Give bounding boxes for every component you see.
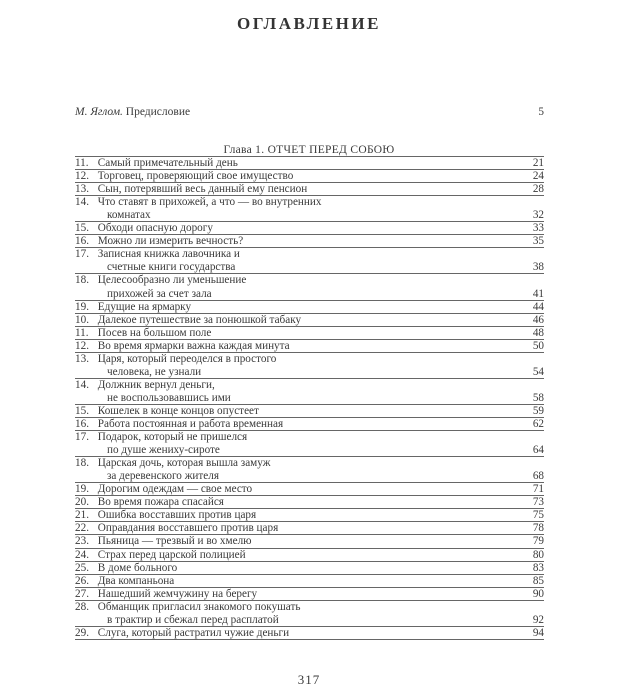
- page-title: ОГЛАВЛЕНИЕ: [237, 14, 381, 33]
- toc-entry-line: [75, 274, 545, 287]
- entry-number: 29.: [75, 626, 89, 639]
- entry-page: 58: [532, 391, 544, 404]
- toc-entry-line: [75, 183, 545, 196]
- preface-text: Предисловие: [125, 106, 191, 118]
- toc-entry-line: [75, 170, 545, 183]
- entry-number: 26.: [75, 574, 89, 587]
- toc-entry-line: [75, 483, 545, 496]
- entry-title: Что ставят в прихожей, а что — во внутренних: [95, 196, 322, 209]
- entry-page: 78: [532, 522, 544, 535]
- entry-number: 12.: [75, 170, 89, 183]
- entry-number: 14.: [75, 196, 89, 209]
- entry-title: Едущие на ярмарку: [95, 300, 192, 313]
- toc-entry-line: [75, 235, 545, 248]
- entry-page: 90: [532, 587, 544, 600]
- entry-title: Дорогим одеждам — свое место: [95, 483, 253, 496]
- toc-entry-line: [75, 509, 545, 522]
- entry-title-continuation: в трактир и сбежал перед расплатой: [107, 613, 279, 626]
- entry-page: 80: [532, 548, 544, 561]
- entry-number: 14.: [75, 378, 89, 391]
- entry-number: 20.: [75, 496, 89, 509]
- entry-number: 22.: [75, 522, 89, 535]
- entry-title: Обманщик пригласил знакомого покушать: [95, 600, 301, 613]
- toc-entry-line: [75, 575, 545, 588]
- entry-title-continuation: за деревенского жителя: [107, 470, 219, 483]
- toc-entry-line: [75, 314, 545, 327]
- entry-title: Целесообразно ли уменьшение: [95, 274, 247, 287]
- entry-title: Далекое путешествие за понюшкой табаку: [95, 313, 302, 326]
- entry-page: 83: [532, 561, 544, 574]
- entry-number: 13.: [75, 183, 89, 196]
- toc-entry-line: [75, 588, 545, 601]
- entry-page: 32: [532, 209, 544, 222]
- entry-title: В доме больного: [95, 561, 178, 574]
- entry-page: 50: [532, 339, 544, 352]
- entry-number: 11.: [75, 157, 89, 169]
- entry-page: 92: [532, 613, 544, 626]
- entry-title: Во время ярмарки важна каждая минута: [95, 339, 290, 352]
- entry-number: 27.: [75, 587, 89, 600]
- toc-entry-line: [75, 549, 545, 562]
- entry-page: 46: [532, 313, 544, 326]
- entry-title: Страх перед царской полицией: [95, 548, 246, 561]
- entry-page: 79: [532, 535, 544, 548]
- entry-page: 71: [532, 483, 544, 496]
- entry-number: 25.: [75, 561, 89, 574]
- entry-number: 19.: [75, 300, 89, 313]
- entry-title: Царя, который переоделся в простого: [95, 352, 277, 365]
- entry-page: 75: [532, 509, 544, 522]
- page-number: 317: [297, 672, 321, 687]
- preface-page: 5: [538, 106, 544, 118]
- entry-page: 44: [532, 300, 544, 313]
- toc-entry-line: [75, 157, 545, 170]
- toc-entry-line: [75, 196, 545, 209]
- toc-entry-line: [75, 418, 545, 431]
- entry-page: 48: [532, 326, 544, 339]
- entry-title: Оправдания восставшего против царя: [95, 522, 279, 535]
- entry-title: Царская дочь, которая вышла замуж: [95, 457, 271, 470]
- entry-page: 68: [532, 470, 544, 483]
- entry-page: 73: [532, 496, 544, 509]
- toc-entry-line: [75, 222, 545, 235]
- entry-title-continuation: счетные книги государства: [107, 261, 236, 274]
- entry-page: 35: [532, 235, 544, 248]
- toc-entry-line: [75, 535, 545, 548]
- entry-title: Кошелек в конце концов опустеет: [95, 404, 259, 417]
- toc-entry-line: [75, 379, 545, 392]
- entry-page: 24: [532, 170, 544, 183]
- entry-title: Сын, потерявший весь данный ему пенсион: [95, 183, 308, 196]
- entry-title: Работа постоянная и работа временная: [95, 418, 284, 430]
- entry-title-continuation: по душе жениху-сироте: [107, 444, 220, 457]
- entry-number: 17.: [75, 248, 89, 261]
- entry-title: Торговец, проверяющий свое имущество: [95, 170, 294, 183]
- toc-entry-line: [75, 627, 545, 640]
- entry-number: 17.: [75, 431, 89, 444]
- entry-page: 64: [532, 444, 544, 457]
- preface-entry: [75, 106, 190, 118]
- toc-entry-line: [75, 405, 545, 418]
- entry-number: 24.: [75, 548, 89, 561]
- toc-entry-line: [75, 562, 545, 575]
- entry-title-continuation: не воспользовавшись ими: [107, 391, 231, 404]
- entry-title: Записная книжка лавочника и: [95, 248, 240, 261]
- entry-page: 94: [532, 626, 544, 639]
- entry-title: Обходи опасную дорогу: [95, 222, 213, 235]
- entry-title: Самый примечательный день: [95, 157, 238, 169]
- toc-entry-line: [75, 353, 545, 366]
- entry-page: 54: [532, 365, 544, 378]
- entry-number: 16.: [75, 418, 89, 430]
- entry-number: 19.: [75, 483, 89, 496]
- entry-title: Нашедший жемчужину на берегу: [95, 587, 258, 600]
- entry-number: 10.: [75, 313, 89, 326]
- entry-page: 62: [532, 418, 544, 430]
- toc-entry-line: [75, 457, 545, 470]
- entry-number: 18.: [75, 274, 89, 287]
- toc-entry-line: [75, 522, 545, 535]
- entry-title-continuation: комнатах: [107, 209, 151, 222]
- row-divider: [75, 639, 544, 640]
- entry-number: 15.: [75, 222, 89, 235]
- entry-number: 21.: [75, 509, 89, 522]
- entry-title: Должник вернул деньги,: [95, 378, 215, 391]
- toc-entry-line: [75, 431, 545, 444]
- entry-number: 13.: [75, 352, 89, 365]
- entry-number: 15.: [75, 404, 89, 417]
- entry-title: Во время пожара спасайся: [95, 496, 224, 509]
- entry-title: Ошибка восставших против царя: [95, 509, 257, 522]
- entry-title: Подарок, который не пришелся: [95, 431, 248, 444]
- toc-entry-line: [75, 327, 545, 340]
- entry-number: 11.: [75, 326, 89, 339]
- toc-entry-line: [75, 496, 545, 509]
- chapter-title: Глава 1. ОТЧЕТ ПЕРЕД СОБОЮ: [223, 144, 395, 156]
- entry-title-continuation: человека, не узнали: [107, 365, 202, 378]
- entry-page: 41: [532, 287, 544, 300]
- entry-number: 18.: [75, 457, 89, 470]
- preface-author: М. Яглом.: [75, 106, 123, 118]
- toc-entry-line: [75, 601, 545, 614]
- entry-page: 38: [532, 261, 544, 274]
- toc-entry-line: [75, 340, 545, 353]
- entry-title: Пьяница — трезвый и во хмелю: [95, 535, 252, 548]
- entry-number: 28.: [75, 600, 89, 613]
- entry-title: Слуга, который растратил чужие деньги: [95, 626, 290, 639]
- entry-title: Два компаньона: [95, 574, 175, 587]
- entry-title: Посев на большом поле: [95, 326, 212, 339]
- entry-number: 16.: [75, 235, 89, 248]
- toc-entry-line: [75, 248, 545, 261]
- entry-page: 21: [532, 157, 544, 169]
- entry-number: 12.: [75, 339, 89, 352]
- entry-page: 85: [532, 574, 544, 587]
- entry-number: 23.: [75, 535, 89, 548]
- entry-page: 28: [532, 183, 544, 196]
- entry-page: 59: [532, 404, 544, 417]
- entry-page: 33: [532, 222, 544, 235]
- entry-title-continuation: прихожей за счет зала: [107, 287, 212, 300]
- toc-entry-line: [75, 301, 545, 314]
- entry-title: Можно ли измерить вечность?: [95, 235, 244, 248]
